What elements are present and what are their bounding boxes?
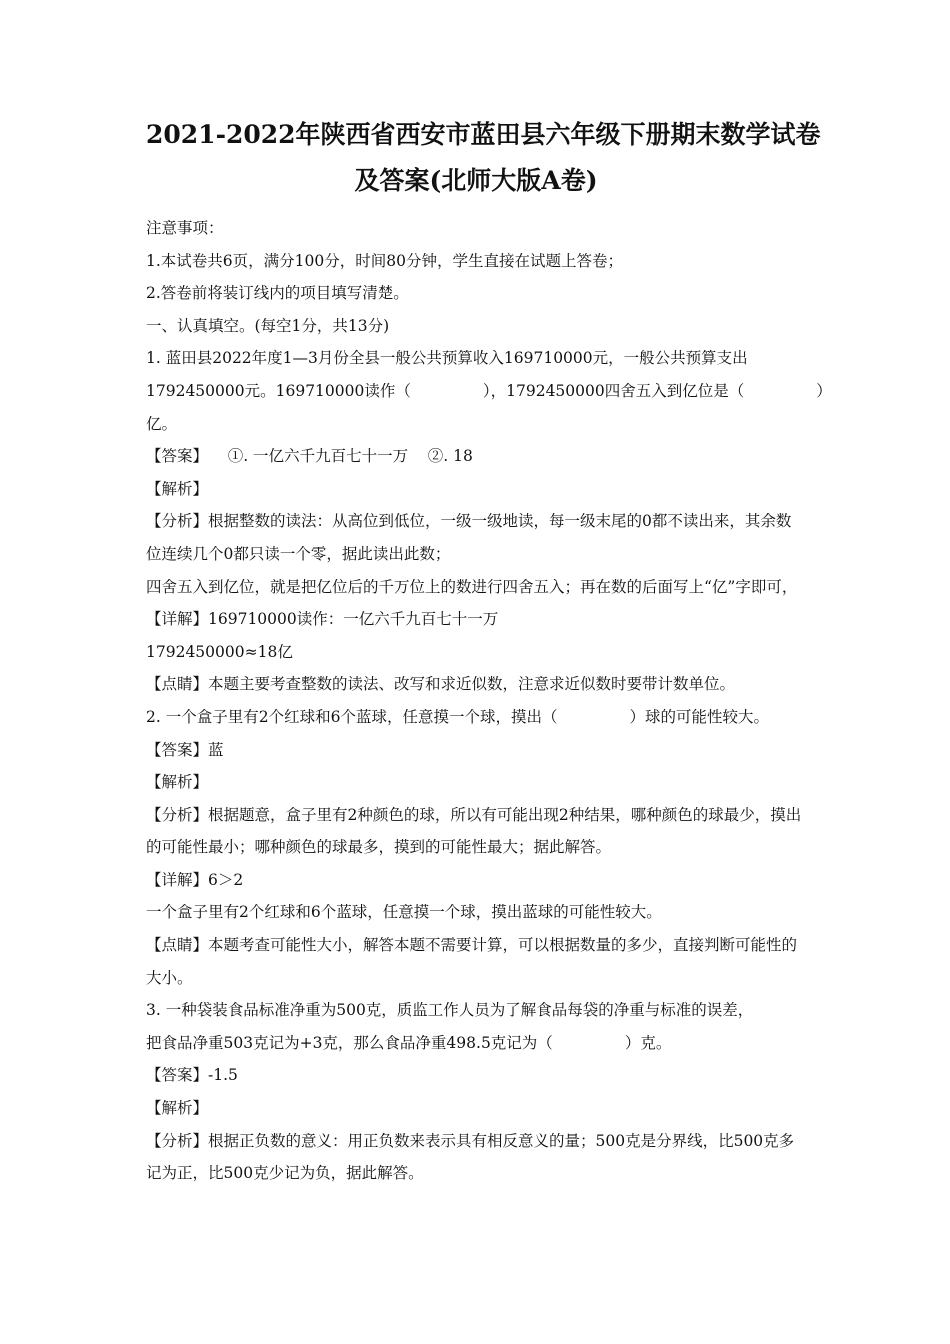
q3-analysis-label: 【解析】: [146, 1099, 209, 1118]
q1-fenxi-2: 四舍五入到亿位，就是把亿位后的千万位上的数进行四舍五入；再在数的后面写上“亿”字即可，: [146, 577, 798, 596]
q1-dianjing: 【点睛】本题主要考查整数的读法、改写和求近似数，注意求近似数时要带计数单位。: [146, 675, 736, 694]
q2-analysis-label: 【解析】: [146, 773, 209, 792]
q1-stem-line-3: 亿。: [146, 414, 178, 433]
q3-answer: 【答案】-1.5: [146, 1066, 238, 1085]
q2-stem: [146, 701, 806, 734]
title-line-2: 及答案(北师大版A卷): [354, 166, 598, 195]
q3-stem-part-b: 把食品净重503克记为+3克，那么食品净重498.5克记为（: [146, 1033, 553, 1052]
title-line-1: 2021-2022年陕西省西安市蓝田县六年级下册期末数学试卷: [146, 120, 821, 149]
q1-answer: 【答案】 ①. 一亿六千九百七十一万 ②. 18: [146, 447, 473, 466]
notice-item-2: 2.答卷前将装订线内的项目填写清楚。: [146, 284, 409, 303]
q1-stem-part-c: ），1792450000四舍五入到亿位是（: [482, 381, 745, 400]
q1-analysis-label: 【解析】: [146, 479, 209, 498]
notice-heading: 注意事项：: [146, 219, 224, 237]
q2-stem-part-b: ）球的可能性较大。: [629, 707, 769, 726]
q3-stem-line-1: 3. 一种袋装食品标准净重为500克，质监工作人员为了解食品每袋的净重与标准的误差，: [146, 1001, 754, 1020]
q1-xiangjie: 【详解】169710000读作：一亿六千九百七十一万: [146, 610, 499, 629]
document-body: [146, 212, 832, 1190]
document-title: [146, 112, 821, 204]
notice-item-1: 1.本试卷共6页，满分100分，时间80分钟，学生直接在试题上答卷；: [146, 251, 623, 270]
q1-fenxi: 【分析】根据整数的读法：从高位到低位，一级一级地读，每一级末尾的0都不读出来，其余数位连续几个0都只读一个零，据此读出此数；: [146, 512, 792, 563]
q2-dianjing: 【点睛】本题考查可能性大小，解答本题不需要计算，可以根据数量的多少，直接判断可能性的大小。: [146, 936, 798, 987]
q1-xiangjie-2: 1792450000≈18亿: [146, 642, 293, 661]
q1-stem-part-b: 1792450000元。169710000读作（: [146, 381, 411, 400]
q1-stem-part-d: ）: [816, 381, 832, 400]
q2-xiangjie-2: 一个盒子里有2个红球和6个蓝球，任意摸一个球，摸出蓝球的可能性较大。: [146, 903, 662, 922]
q1-stem-line-2: [146, 375, 832, 408]
q2-answer: 【答案】蓝: [146, 740, 224, 759]
q2-xiangjie: 【详解】6＞2: [146, 870, 244, 889]
q2-fenxi: 【分析】根据题意，盒子里有2种颜色的球，所以有可能出现2种结果，哪种颜色的球最少，摸出的可能性最小；哪种颜色的球最多，摸到的可能性最大；据此解答。: [146, 805, 802, 857]
q2-stem-part-a: 2. 一个盒子里有2个红球和6个蓝球，任意摸一个球，摸出（: [146, 707, 558, 726]
q3-stem-part-c: ）克。: [624, 1033, 672, 1052]
q3-stem-line-2: [146, 1027, 806, 1060]
q1-stem-line-1: 1. 蓝田县2022年度1—3月份全县一般公共预算收入169710000元，一般公共预算支出: [146, 349, 748, 368]
section-1-heading: 一、认真填空。(每空1分，共13分): [146, 316, 390, 335]
q3-fenxi: 【分析】根据正负数的意义：用正负数来表示具有相反意义的量；500克是分界线，比500克多记为正，比500克少记为负，据此解答。: [146, 1131, 795, 1183]
